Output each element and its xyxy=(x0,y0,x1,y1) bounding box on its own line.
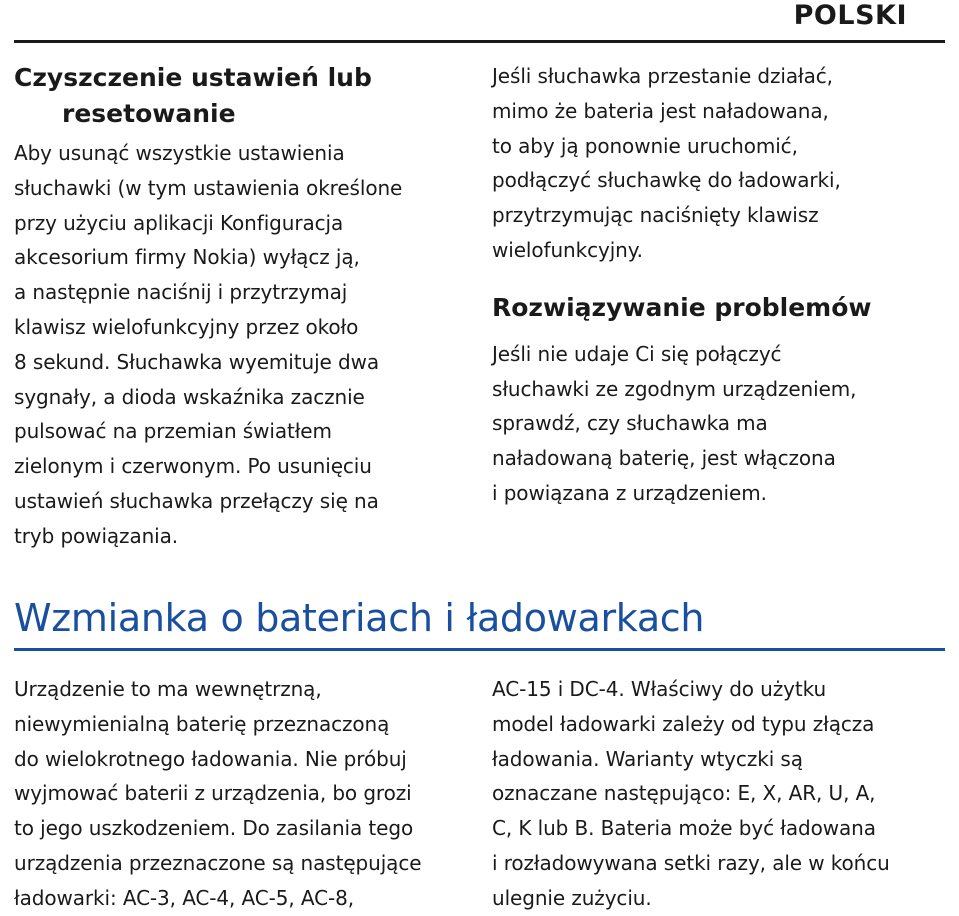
battery-paragraph-right: AC-15 i DC-4. Właściwy do użytku model ładowarki zależy od typu złącza ładowania. Warianty wtyczki są oznaczane następująco: E, X, AR, U, A, C, K lub B. Bateria może być ładowana i rozładowywana setki razy, ale w końcu ulegnie zużyciu. xyxy=(492,677,890,910)
troubleshooting-paragraph: Jeśli nie udaje Ci się połączyć słuchawki ze zgodnym urządzeniem, sprawdź, czy słuchawka ma naładowaną baterię, jest włączona i powiązana z urządzeniem. xyxy=(492,341,857,505)
reset-paragraph-continued: Jeśli słuchawka przestanie działać, mimo że bateria jest naładowana, to aby ją ponownie uruchomić, podłączyć słuchawkę do ładowarki, przytrzymując naciśnięty klawisz wielofunkcyjny. xyxy=(492,64,841,262)
right-column xyxy=(492,59,947,511)
reset-heading-line2: resetowanie xyxy=(62,99,236,128)
battery-left-column xyxy=(14,672,474,916)
battery-heading: Wzmianka o bateriach i ładowarkach xyxy=(14,596,705,640)
battery-paragraph-left: Urządzenie to ma wewnętrzną, niewymienialną baterię przeznaczoną do wielokrotnego ładowania. Nie próbuj wyjmować baterii z urządzenia, bo grozi to jego uszkodzeniem. Do zasilania tego urządzenia przeznaczone są następujące ładowarki: AC-3, AC-4, AC-5, AC-8, xyxy=(14,677,422,910)
reset-heading-line1: Czyszczenie ustawień lub xyxy=(14,63,372,92)
battery-right-column xyxy=(492,672,947,916)
reset-column xyxy=(14,60,454,554)
language-label: POLSKI xyxy=(793,0,907,31)
troubleshooting-heading: Rozwiązywanie problemów xyxy=(492,292,872,322)
reset-paragraph: Aby usunąć wszystkie ustawienia słuchawki (w tym ustawienia określone przy użyciu aplikacji Konfiguracja akcesorium firmy Nokia) wyłącz ją, a następnie naciśnij i przytrzymaj klawisz wielofunkcyjny przez około 8 sekund. Słuchawka wyemituje dwa sygnały, a dioda wskaźnika zacznie pulsować na przemian światłem zielonym i czerwonym. Po usunięciu ustawień słuchawka przełączy się na tryb powiązania. xyxy=(14,141,403,548)
header-divider xyxy=(14,40,945,43)
reset-heading xyxy=(14,60,454,132)
battery-heading-divider xyxy=(14,648,945,651)
